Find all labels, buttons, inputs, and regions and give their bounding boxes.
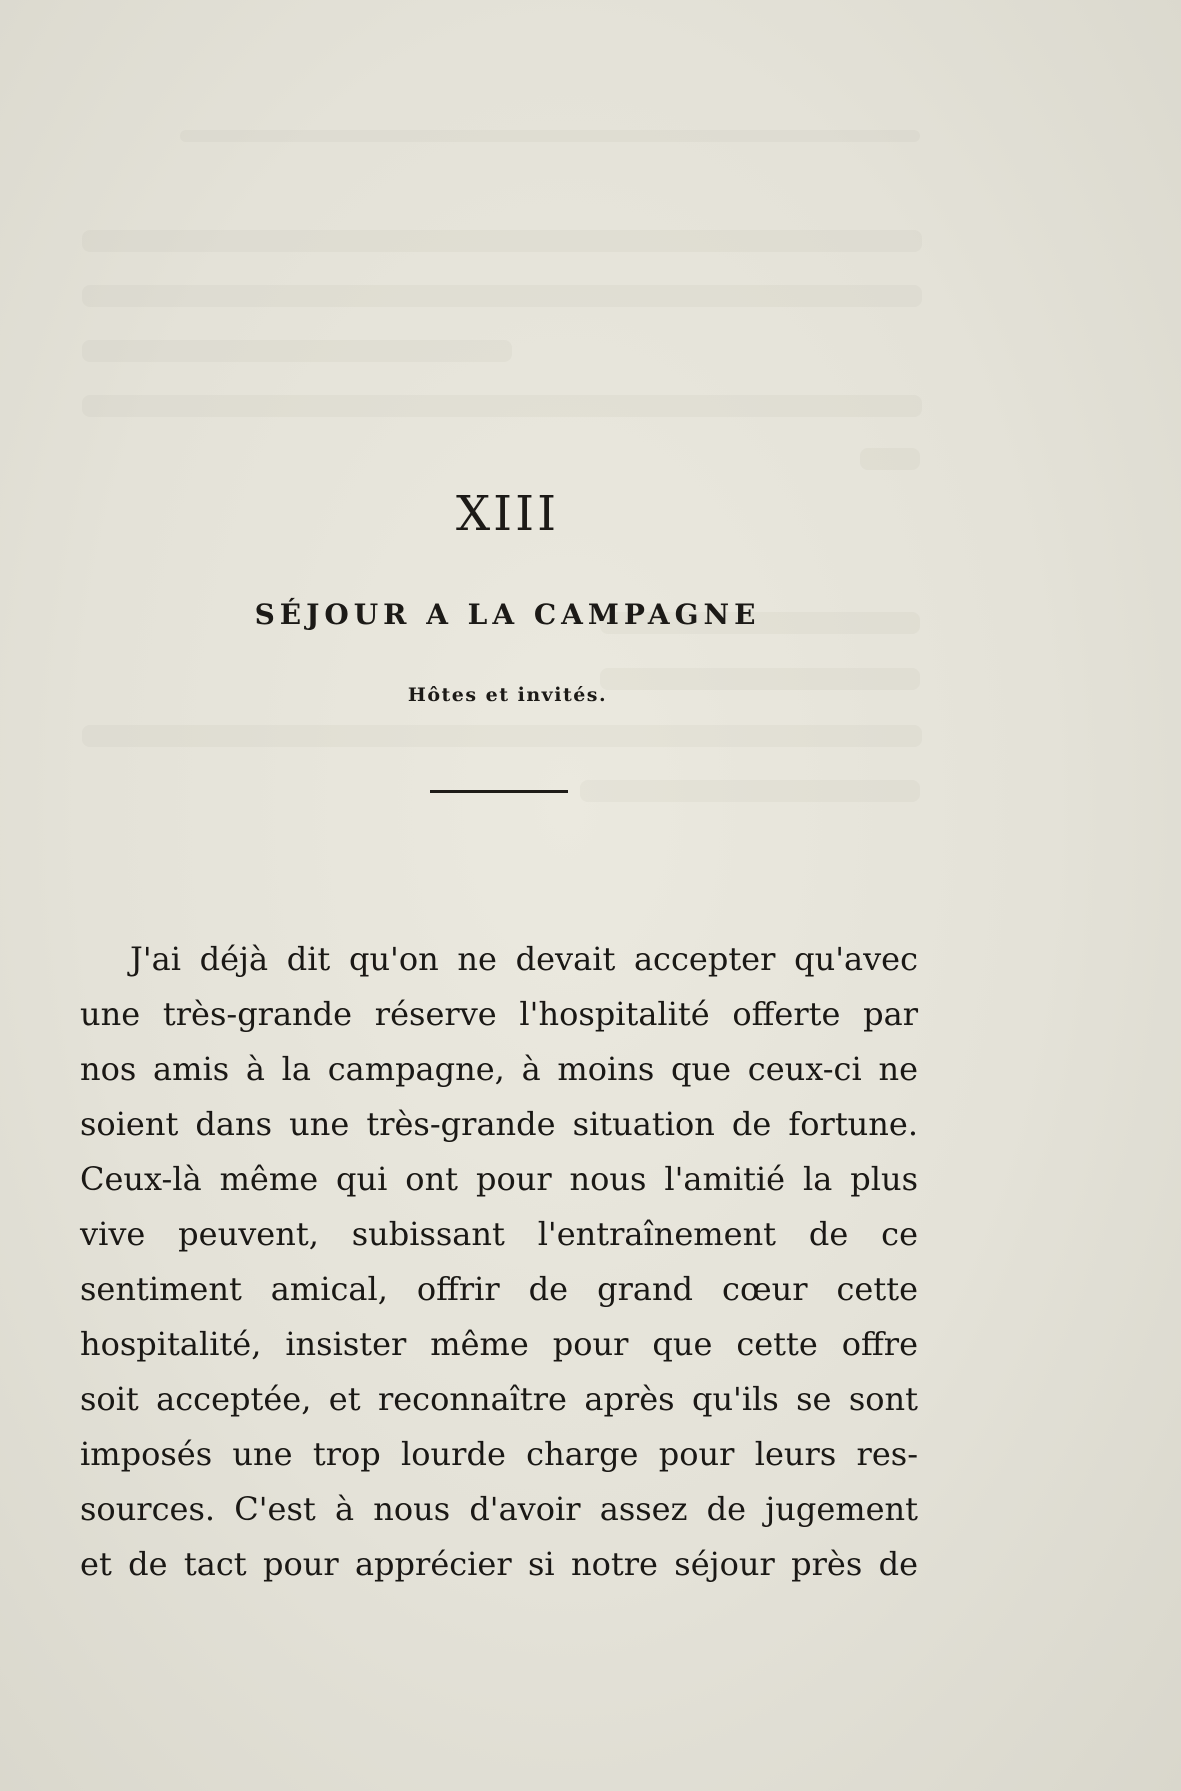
bleed-through-shade: [82, 285, 922, 307]
bleed-through-shade: [580, 780, 920, 802]
text-line: imposés une trop lourde charge pour leurs res-: [80, 1435, 918, 1473]
section-rule: [430, 790, 568, 793]
text-line: sources. C'est à nous d'avoir assez de jugement: [80, 1490, 918, 1528]
chapter-title: SÉJOUR A LA CAMPAGNE: [254, 598, 761, 631]
text-line: soit acceptée, et reconnaître après qu'ils se sont: [80, 1380, 918, 1418]
bleed-through-shade: [82, 340, 512, 362]
text-line: Ceux-là même qui ont pour nous l'amitié la plus: [80, 1160, 918, 1198]
text-line: soient dans une très-grande situation de fortune.: [80, 1105, 918, 1143]
bleed-through-shade: [860, 448, 920, 470]
text-line: une très-grande réserve l'hospitalité offerte par: [80, 995, 918, 1033]
bleed-through-shade: [82, 395, 922, 417]
text-line: nos amis à la campagne, à moins que ceux-ci ne: [80, 1050, 918, 1088]
bleed-through-shade: [82, 230, 922, 252]
text-line: sentiment amical, offrir de grand cœur cette: [80, 1270, 918, 1308]
text-line: hospitalité, insister même pour que cette offre: [80, 1325, 918, 1363]
text-line: J'ai déjà dit qu'on ne devait accepter qu'avec: [130, 940, 918, 978]
body-paragraph: [80, 932, 918, 1592]
text-line: et de tact pour apprécier si notre séjour près de: [80, 1545, 918, 1583]
chapter-number: XIII: [455, 486, 560, 542]
text-line: vive peuvent, subissant l'entraînement de ce: [80, 1215, 918, 1253]
bleed-through-shade: [180, 130, 920, 142]
chapter-subtitle: Hôtes et invités.: [407, 684, 608, 706]
bleed-through-shade: [82, 725, 922, 747]
